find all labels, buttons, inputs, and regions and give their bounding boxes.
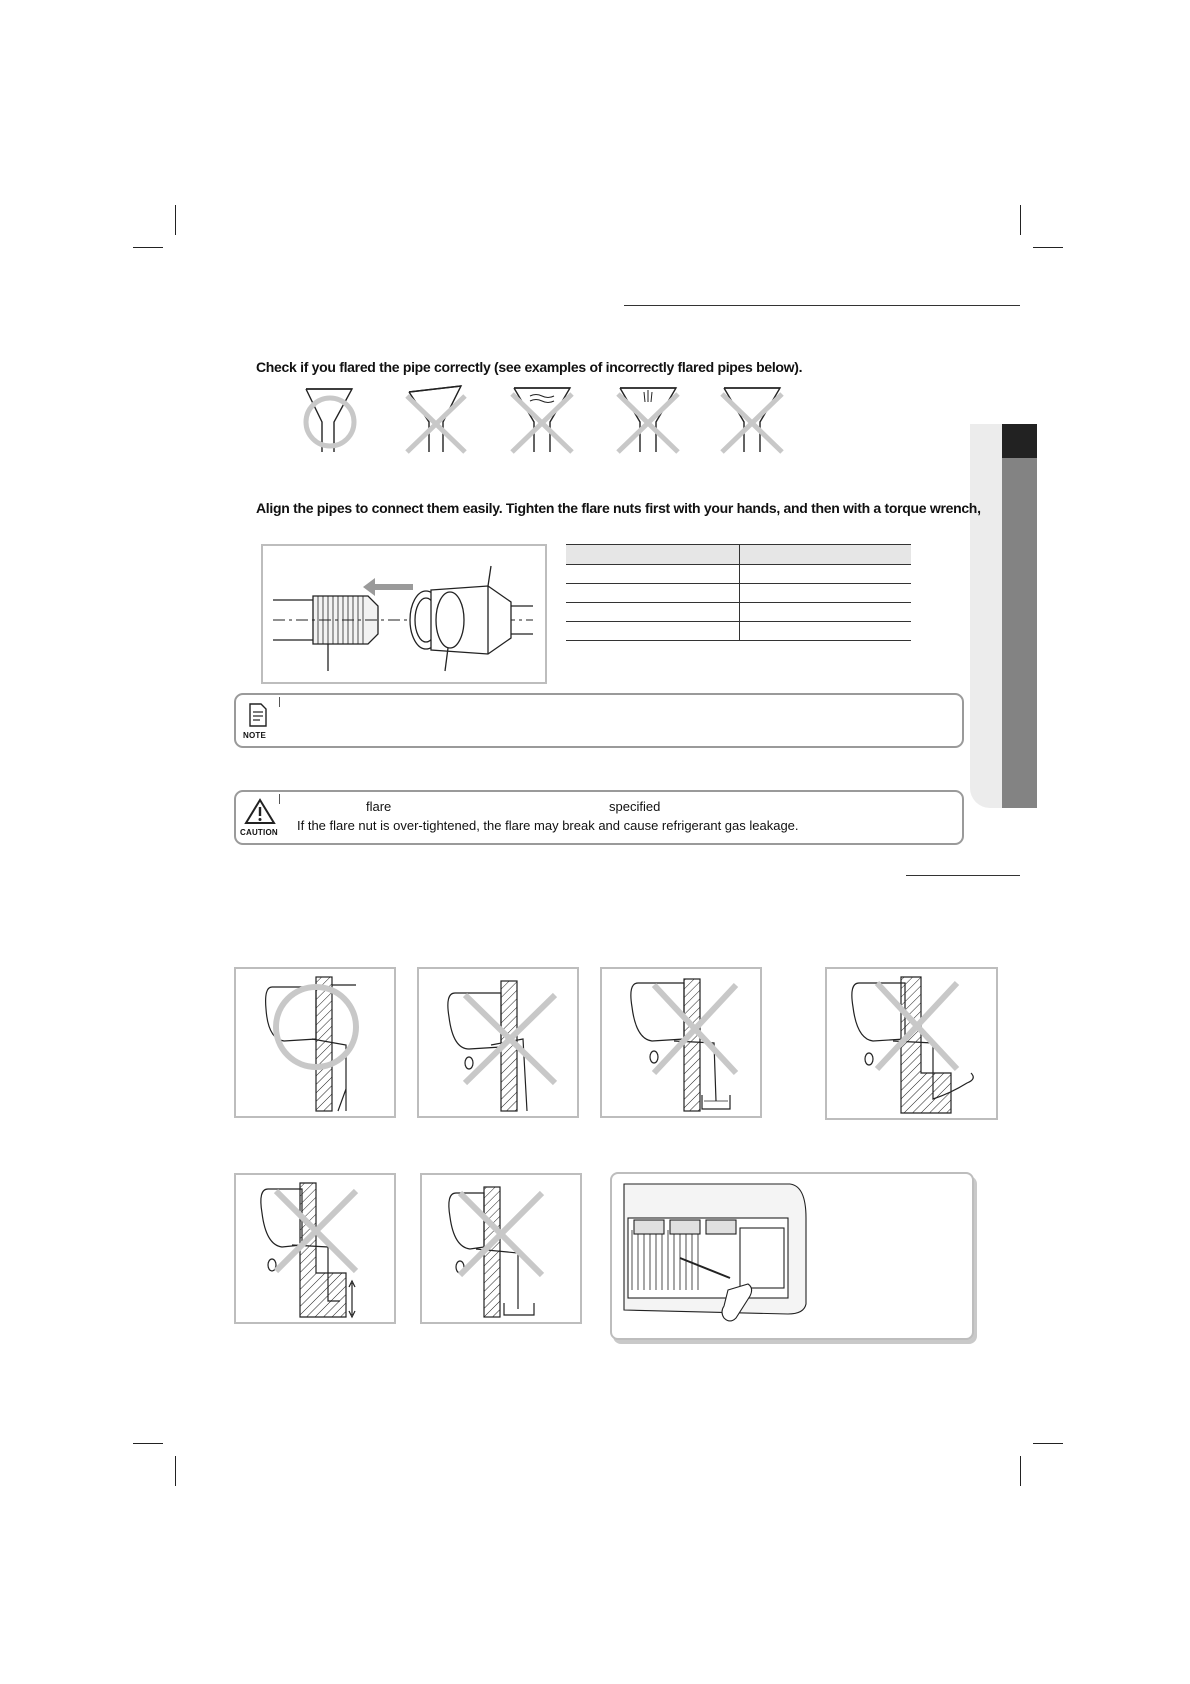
note-label: NOTE (243, 731, 267, 740)
flare-examples-figure (290, 384, 810, 454)
torque-table (566, 544, 911, 641)
flare-example-cracked (618, 388, 678, 452)
crop-mark-br-h (1033, 1443, 1063, 1444)
circle-mark-icon (306, 398, 354, 446)
drain-test-figure-frame (610, 1172, 974, 1340)
table-cell (566, 565, 740, 584)
caution-label: CAUTION (240, 828, 278, 837)
crop-mark-tr-v (1020, 205, 1021, 235)
flare-check-heading: Check if you flared the pipe correctly (see examples of incorrectly flared pipes below). (256, 359, 803, 375)
connect-heading: Align the pipes to connect them easily. Tighten the flare nuts first with your hands, and then with a torque wrench, (256, 500, 981, 516)
flare-example-damaged-surface (512, 388, 572, 452)
caution-icon (244, 798, 276, 825)
table-cell (740, 584, 912, 603)
table-header-row (566, 545, 911, 565)
flare-example-correct (306, 389, 354, 452)
table-cell (740, 622, 912, 641)
table-cell (740, 603, 912, 622)
table-row (566, 603, 911, 622)
direction-arrow-icon (363, 578, 413, 596)
flare-nut-figure-frame (261, 544, 547, 684)
table-row (566, 584, 911, 603)
table-cell (740, 565, 912, 584)
note-callout (234, 693, 964, 748)
table-cell (566, 603, 740, 622)
drain-example-raised (417, 967, 579, 1118)
drain-example-near-ground (420, 1173, 582, 1324)
callout-divider (279, 794, 280, 804)
table-cell (566, 622, 740, 641)
section-rule-middle (906, 875, 1020, 876)
crop-mark-bl-v (175, 1456, 176, 1486)
crop-mark-tl-h (133, 247, 163, 248)
drain-example-in-water (600, 967, 762, 1118)
callout-divider (279, 697, 280, 707)
caution-word-specified: specified (609, 799, 661, 814)
drain-example-wavy (825, 967, 998, 1120)
drain-example-gap (234, 1173, 396, 1324)
flare-example-inclined (407, 386, 465, 452)
table-cell (566, 545, 740, 565)
caution-word-flare: flare (366, 799, 392, 814)
flare-example-uneven-thickness (722, 388, 782, 452)
crop-mark-br-v (1020, 1456, 1021, 1486)
drain-example-correct (234, 967, 396, 1118)
crop-mark-tl-v (175, 205, 176, 235)
table-cell (566, 584, 740, 603)
crop-mark-bl-h (133, 1443, 163, 1444)
flare-nut-diagram (263, 546, 545, 682)
table-row (566, 565, 911, 584)
crop-mark-tr-h (1033, 247, 1063, 248)
table-row (566, 622, 911, 641)
chapter-tab-marker (1002, 424, 1037, 458)
section-rule-top (624, 305, 1020, 306)
indoor-unit-drain-test (620, 1178, 810, 1338)
caution-callout (234, 790, 964, 845)
table-cell (740, 545, 912, 565)
caution-text: If the flare nut is over-tightened, the flare may break and cause refrigerant gas leakage. (297, 818, 799, 833)
note-icon (248, 703, 268, 727)
chapter-tab (1002, 458, 1037, 808)
